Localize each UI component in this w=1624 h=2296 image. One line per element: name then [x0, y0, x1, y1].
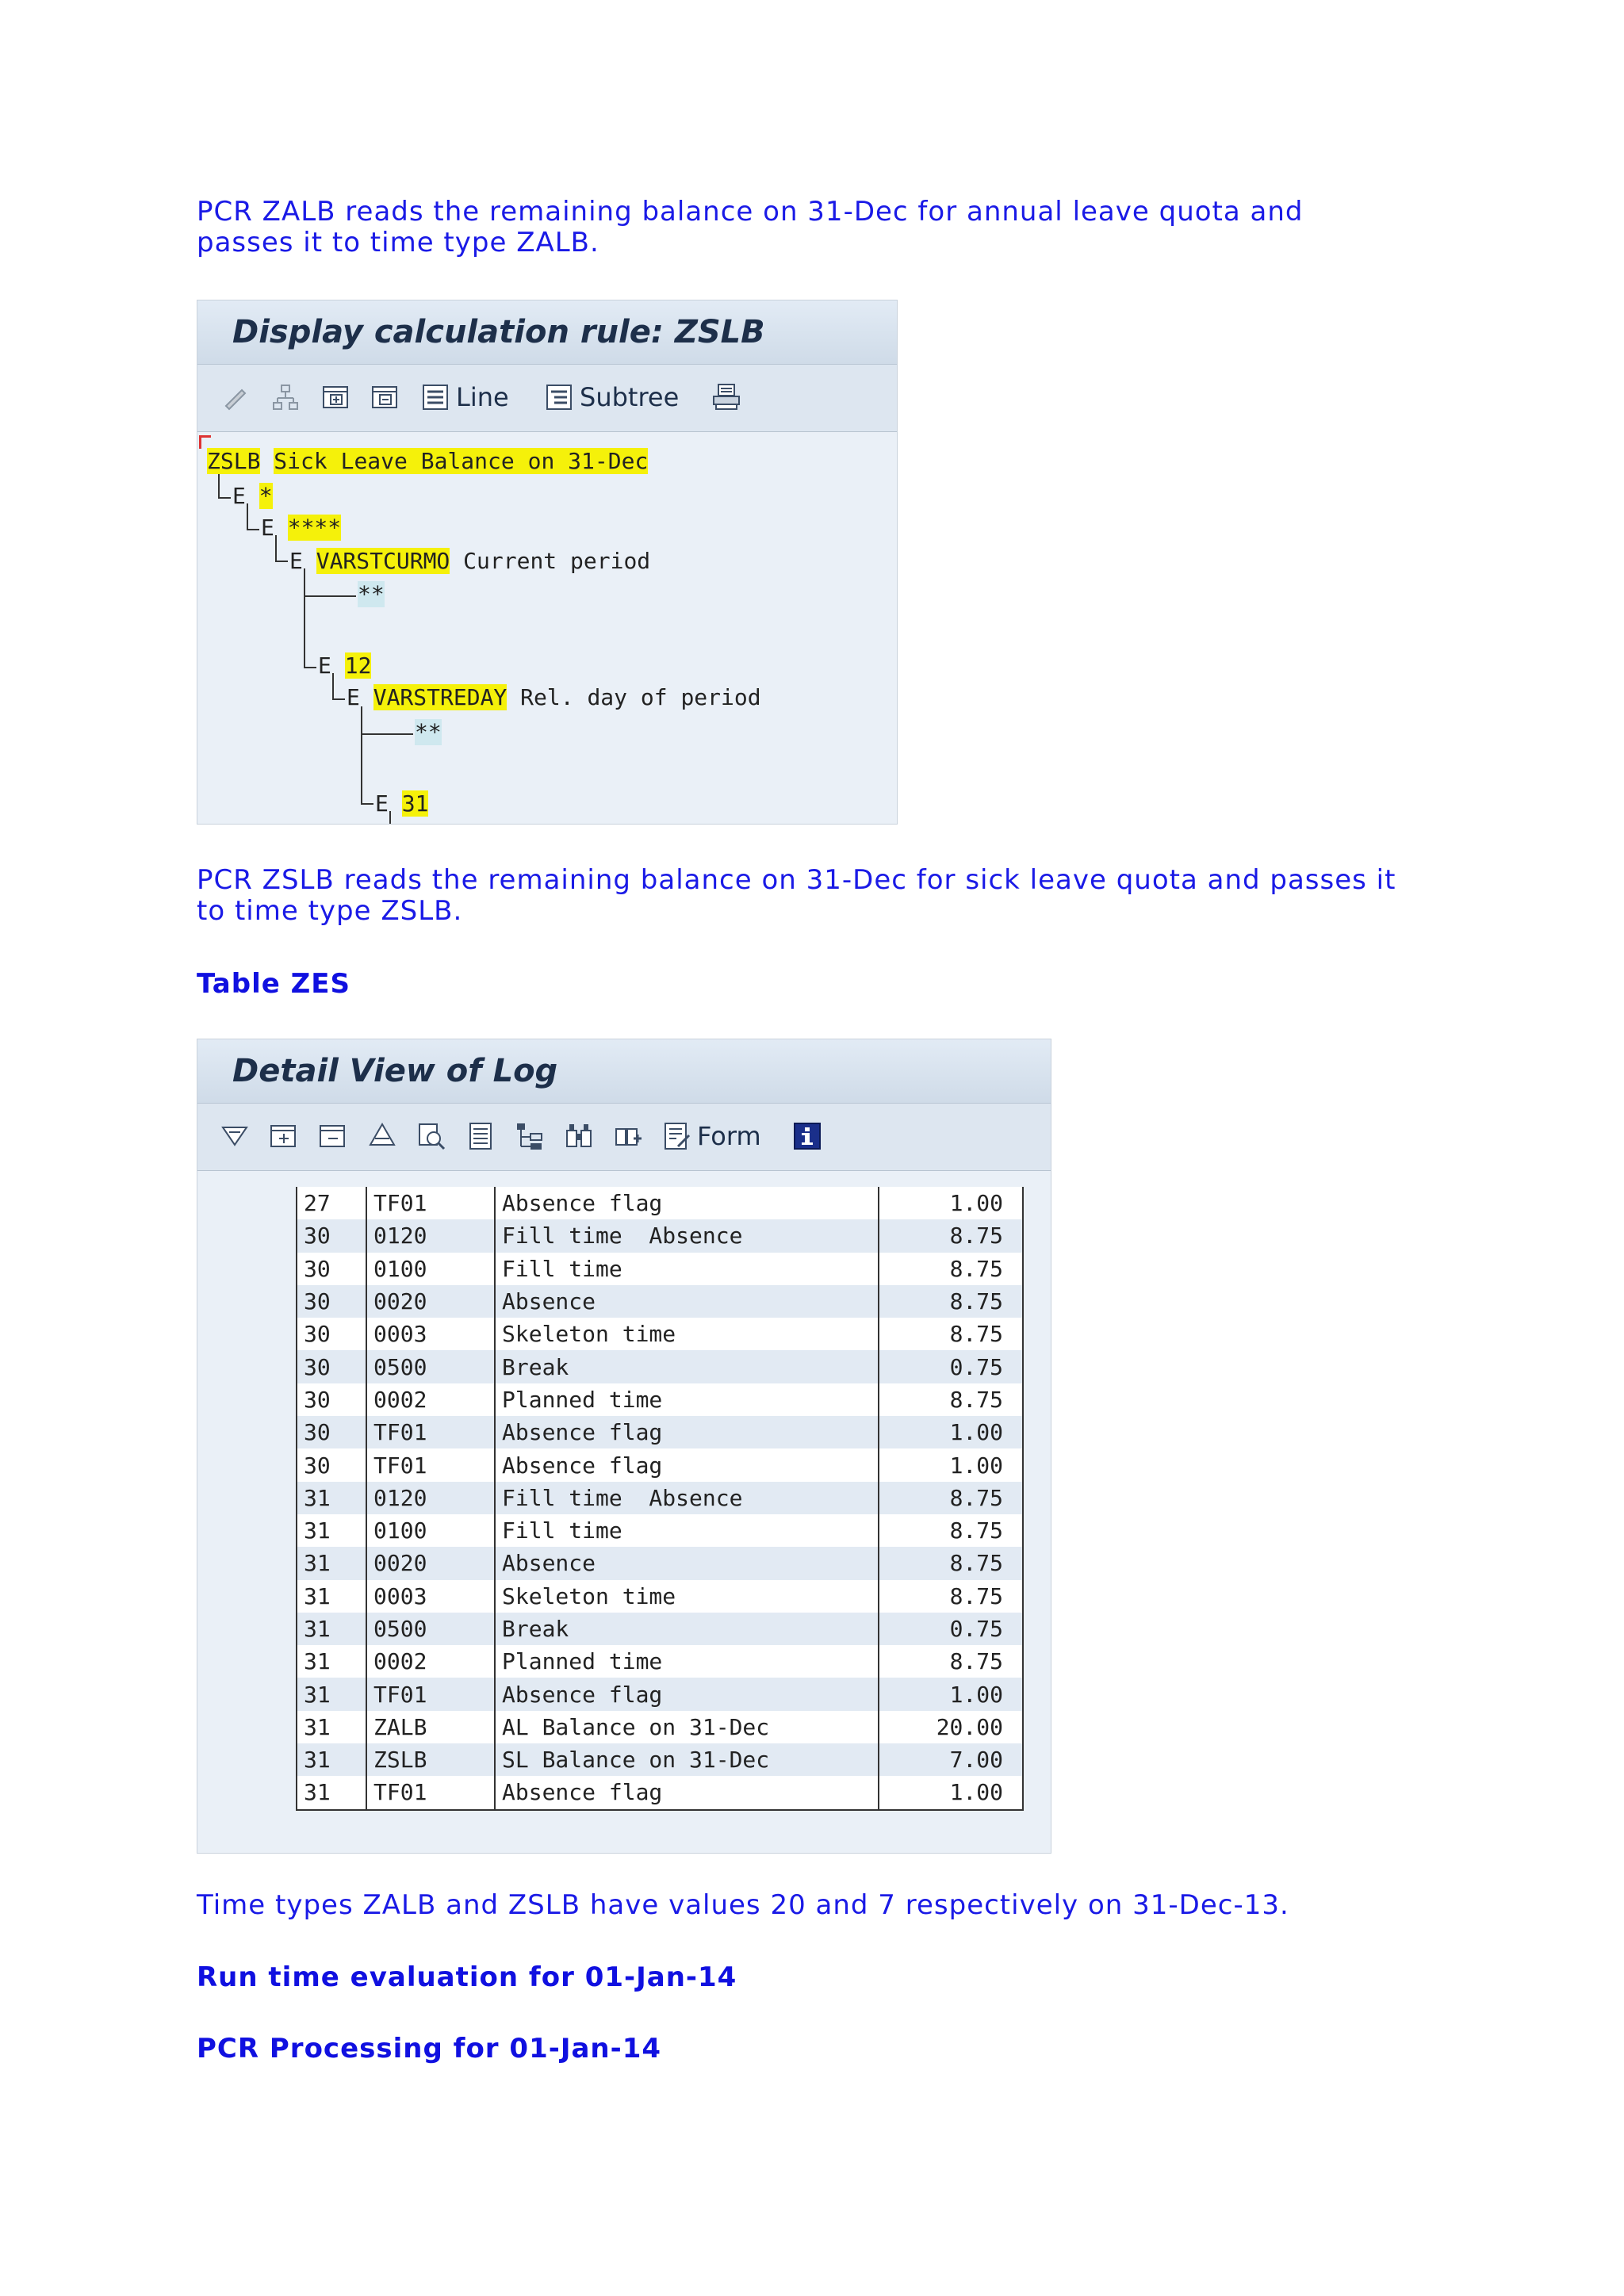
- table-row[interactable]: [297, 1219, 1023, 1252]
- log-description-cell: Break: [495, 1613, 879, 1645]
- rule-tree: [197, 432, 897, 825]
- log-value-cell: 1.00: [879, 1776, 1023, 1809]
- log-description-cell: Planned time: [495, 1383, 879, 1416]
- varstcurmo-text: Current period: [463, 548, 651, 574]
- log-timetype-cell: 0120: [366, 1482, 495, 1514]
- log-day-cell: 30: [297, 1318, 366, 1350]
- paragraph-zalb: PCR ZALB reads the remaining balance on 31-Dec for annual leave quota and passes it to time type ZALB.: [197, 196, 1304, 258]
- log-description-cell: Absence flag: [495, 1416, 879, 1448]
- log-value-cell: 8.75: [879, 1285, 1023, 1318]
- heading-pcr-processing: PCR Processing for 01-Jan-14: [197, 2033, 662, 2064]
- find-next-icon[interactable]: [613, 1121, 643, 1151]
- node-4star-text: ****: [287, 515, 342, 541]
- log-day-cell: 30: [297, 1416, 366, 1448]
- detail-log-screen: [197, 1039, 1051, 1854]
- log-description-cell: Fill time: [495, 1514, 879, 1547]
- table-row[interactable]: [297, 1743, 1023, 1776]
- op-hrs-text: [592, 824, 632, 825]
- log-description-cell: SL Balance on 31-Dec: [495, 1743, 879, 1776]
- log-day-cell: 30: [297, 1350, 366, 1383]
- log-description-cell: Break: [495, 1350, 879, 1383]
- log-value-cell: 1.00: [879, 1416, 1023, 1448]
- table-row[interactable]: [297, 1448, 1023, 1481]
- log-timetype-cell: 0020: [366, 1285, 495, 1318]
- screen-title: Display calculation rule: ZSLB: [197, 300, 897, 365]
- log-timetype-cell: 0002: [366, 1645, 495, 1678]
- log-timetype-cell: 0003: [366, 1580, 495, 1613]
- log-value-cell: 8.75: [879, 1580, 1023, 1613]
- tree-node-star[interactable]: E *: [232, 483, 273, 509]
- log-timetype-cell: TF01: [366, 1416, 495, 1448]
- log-value-cell: 0.75: [879, 1350, 1023, 1383]
- calculation-rule-screen: [197, 300, 898, 825]
- subtree-button[interactable]: [545, 379, 679, 415]
- varstreday-text: Rel. day of period: [520, 684, 761, 710]
- log-value-cell: 0.75: [879, 1613, 1023, 1645]
- table-row[interactable]: [297, 1253, 1023, 1285]
- tree-node-4star[interactable]: E ****: [261, 515, 342, 541]
- node-12-text: 12: [344, 652, 372, 679]
- log-description-cell: Fill time Absence: [495, 1482, 879, 1514]
- table-row[interactable]: [297, 1285, 1023, 1318]
- heading-run-time-eval: Run time evaluation for 01-Jan-14: [197, 1961, 737, 1993]
- tree-node-31[interactable]: E 31: [375, 790, 429, 817]
- table-row[interactable]: [297, 1580, 1023, 1613]
- subtree-icon: [545, 382, 575, 412]
- log-day-cell: 27: [297, 1187, 366, 1219]
- tree-root[interactable]: [207, 448, 648, 475]
- log-description-cell: Absence flag: [495, 1187, 879, 1219]
- log-timetype-cell: 0100: [366, 1514, 495, 1547]
- log-day-cell: 31: [297, 1514, 366, 1547]
- table-row[interactable]: [297, 1711, 1023, 1743]
- expand-icon[interactable]: [269, 1121, 299, 1151]
- log-timetype-cell: TF01: [366, 1678, 495, 1710]
- log-day-cell: 31: [297, 1482, 366, 1514]
- op-hrs-code: [445, 824, 565, 825]
- log-value-cell: 8.75: [879, 1645, 1023, 1678]
- tree-op-hrs[interactable]: [445, 824, 632, 825]
- log-description-cell: Absence flag: [495, 1776, 879, 1809]
- table-row[interactable]: [297, 1645, 1023, 1678]
- table-row[interactable]: [297, 1383, 1023, 1416]
- table-row[interactable]: [297, 1416, 1023, 1448]
- log-area: [197, 1171, 1051, 1853]
- root-text: Sick Leave Balance on 31-Dec: [274, 448, 649, 474]
- find-icon[interactable]: [416, 1121, 446, 1151]
- log-value-cell: 8.75: [879, 1547, 1023, 1579]
- log-description-cell: Absence flag: [495, 1678, 879, 1710]
- log-day-cell: 31: [297, 1645, 366, 1678]
- screen-title-log: Detail View of Log: [197, 1039, 1051, 1104]
- log-day-cell: 30: [297, 1253, 366, 1285]
- tree-node-varstreday[interactable]: E VARSTREDAY Rel. day of period: [347, 684, 761, 710]
- log-description-cell: Fill time Absence: [495, 1219, 879, 1252]
- toolbar: [197, 365, 897, 433]
- log-day-cell: 30: [297, 1219, 366, 1252]
- log-value-cell: 1.00: [879, 1448, 1023, 1481]
- log-timetype-cell: 0120: [366, 1219, 495, 1252]
- log-value-cell: 8.75: [879, 1318, 1023, 1350]
- document-icon[interactable]: [465, 1121, 496, 1151]
- log-timetype-cell: TF01: [366, 1187, 495, 1219]
- filter-icon[interactable]: [220, 1121, 250, 1151]
- log-day-cell: 30: [297, 1285, 366, 1318]
- log-description-cell: Skeleton time: [495, 1318, 879, 1350]
- heading-table-zes: Table ZES: [197, 968, 351, 1000]
- paragraph-zslb: PCR ZSLB reads the remaining balance on 31-Dec for sick leave quota and passes it to time type ZSLB.: [197, 864, 1396, 927]
- form-button-label: Form: [697, 1121, 761, 1151]
- log-description-cell: Absence: [495, 1547, 879, 1579]
- log-timetype-cell: 0500: [366, 1350, 495, 1383]
- log-value-cell: 8.75: [879, 1219, 1023, 1252]
- log-description-cell: Absence: [495, 1285, 879, 1318]
- print-icon[interactable]: [711, 382, 741, 412]
- binoculars-icon[interactable]: [564, 1121, 594, 1151]
- log-value-cell: 1.00: [879, 1678, 1023, 1710]
- form-button[interactable]: [662, 1118, 761, 1154]
- log-day-cell: 31: [297, 1776, 366, 1809]
- sort-icon[interactable]: [367, 1121, 397, 1151]
- node-star-text: *: [259, 483, 273, 509]
- info-icon[interactable]: [792, 1121, 822, 1151]
- log-description-cell: Fill time: [495, 1253, 879, 1285]
- tree-node-varstcurmo[interactable]: E VARSTCURMO Current period: [289, 548, 651, 574]
- log-timetype-cell: ZSLB: [366, 1743, 495, 1776]
- root-code: ZSLB: [207, 448, 261, 474]
- table-row[interactable]: [297, 1514, 1023, 1547]
- log-day-cell: 31: [297, 1613, 366, 1645]
- log-value-cell: 1.00: [879, 1187, 1023, 1219]
- edit-icon[interactable]: [221, 382, 251, 412]
- log-timetype-cell: 0003: [366, 1318, 495, 1350]
- subtree-button-label: Subtree: [580, 382, 680, 412]
- line-icon: [421, 382, 451, 412]
- table-row[interactable]: [297, 1613, 1023, 1645]
- log-day-cell: 30: [297, 1383, 366, 1416]
- cursor-mark: [199, 435, 211, 449]
- paragraph-time-types: Time types ZALB and ZSLB have values 20 and 7 respectively on 31-Dec-13.: [197, 1889, 1289, 1921]
- log-timetype-cell: 0020: [366, 1547, 495, 1579]
- node-31-text: 31: [401, 790, 429, 817]
- log-day-cell: 31: [297, 1711, 366, 1743]
- table-row[interactable]: [297, 1482, 1023, 1514]
- collapse-icon[interactable]: [370, 382, 400, 412]
- tree-node-12[interactable]: E 12: [318, 652, 372, 679]
- log-value-cell: 8.75: [879, 1514, 1023, 1547]
- varstreday-code: VARSTREDAY: [373, 684, 508, 710]
- table-row[interactable]: [297, 1776, 1023, 1809]
- log-timetype-cell: ZALB: [366, 1711, 495, 1743]
- log-toolbar: [197, 1104, 1051, 1172]
- log-timetype-cell: 0500: [366, 1613, 495, 1645]
- table-row[interactable]: [297, 1187, 1023, 1219]
- log-value-cell: 8.75: [879, 1253, 1023, 1285]
- line-button[interactable]: [421, 379, 509, 415]
- log-day-cell: 30: [297, 1448, 366, 1481]
- tree-node-dblstar-1[interactable]: **: [358, 581, 385, 607]
- hierarchy-icon[interactable]: [270, 382, 301, 412]
- log-description-cell: Absence flag: [495, 1448, 879, 1481]
- line-button-label: Line: [456, 382, 509, 412]
- table-row[interactable]: [297, 1547, 1023, 1579]
- table-row[interactable]: [297, 1350, 1023, 1383]
- log-timetype-cell: TF01: [366, 1776, 495, 1809]
- log-value-cell: 7.00: [879, 1743, 1023, 1776]
- log-timetype-cell: TF01: [366, 1448, 495, 1481]
- log-day-cell: 31: [297, 1678, 366, 1710]
- log-value-cell: 8.75: [879, 1482, 1023, 1514]
- expand-icon[interactable]: [321, 382, 351, 412]
- varstcurmo-code: VARSTCURMO: [316, 548, 450, 574]
- log-table: [296, 1187, 1024, 1811]
- log-description-cell: AL Balance on 31-Dec: [495, 1711, 879, 1743]
- log-day-cell: 31: [297, 1580, 366, 1613]
- log-day-cell: 31: [297, 1547, 366, 1579]
- log-timetype-cell: 0002: [366, 1383, 495, 1416]
- table-row[interactable]: [297, 1678, 1023, 1710]
- log-description-cell: Planned time: [495, 1645, 879, 1678]
- log-day-cell: 31: [297, 1743, 366, 1776]
- log-value-cell: 8.75: [879, 1383, 1023, 1416]
- log-description-cell: Skeleton time: [495, 1580, 879, 1613]
- form-icon: [662, 1121, 692, 1151]
- tree-structure-icon[interactable]: [515, 1121, 545, 1151]
- log-timetype-cell: 0100: [366, 1253, 495, 1285]
- tree-node-dblstar-2[interactable]: **: [415, 719, 442, 745]
- log-value-cell: 20.00: [879, 1711, 1023, 1743]
- table-row[interactable]: [297, 1318, 1023, 1350]
- collapse-icon[interactable]: [318, 1121, 348, 1151]
